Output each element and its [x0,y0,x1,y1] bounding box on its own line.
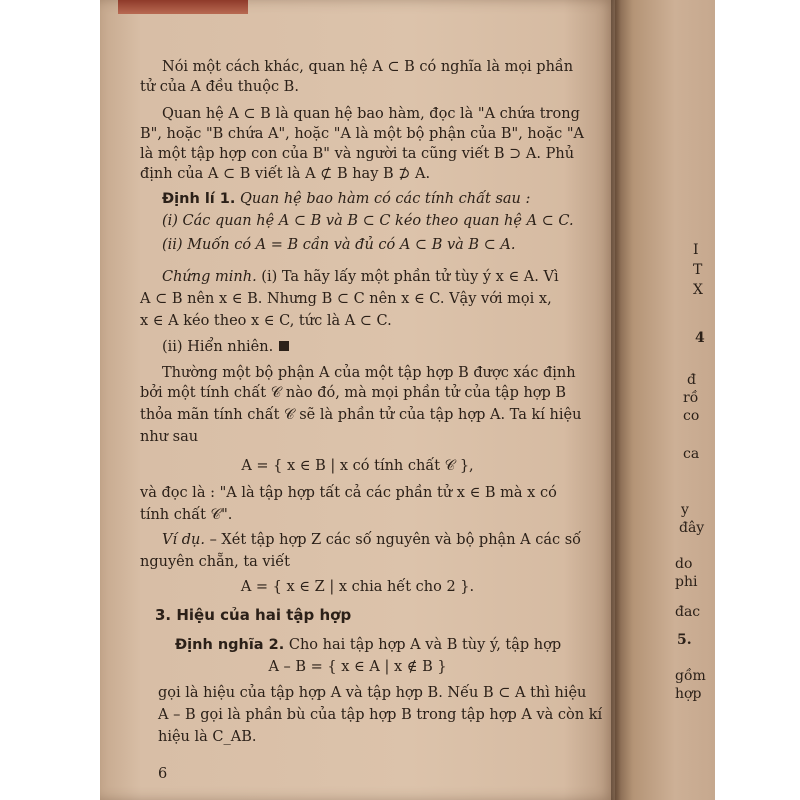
definition-title: Định nghĩa 2. [175,637,285,653]
theorem-title: Định lí 1. [162,191,236,207]
proof-end-text: (ii) Hiển nhiên. [162,339,274,355]
fragment-text: do [675,556,693,572]
definition-line [175,636,561,654]
proof-line [162,268,559,286]
theorem-item: (i) Các quan hệ A ⊂ B và B ⊂ C kéo theo quan hệ A ⊂ C. [162,213,574,229]
theorem-text: Quan hệ bao hàm có các tính chất sau : [240,191,531,207]
book-page-left [100,0,615,800]
text-line: và đọc là : "A là tập hợp tất cả các phần tử x ∈ B mà x có [140,485,557,501]
proof-text: (i) Ta hãy lấy một phần tử tùy ý x ∈ A. Vì [261,269,559,285]
qed-square-icon [279,341,289,351]
fragment-text: rồ [683,390,699,406]
text-line: tính chất 𝒞". [140,507,233,523]
text-line: định của A ⊂ B viết là A ⊄ B hay B ⊅ A. [140,166,431,182]
text-line: là một tập hợp con của B" và người ta cũng viết B ⊃ A. Phủ [140,146,575,162]
text-line: bởi một tính chất 𝒞 nào đó, mà mọi phần tử của tập hợp B [140,385,567,401]
fragment-text: đ [687,372,696,388]
text-line: hiệu là C_AB. [158,729,257,745]
fragment-text: 5. [677,632,692,648]
formula: A = { x ∈ Z | x chia hết cho 2 }. [240,579,475,595]
text-line: A ⊂ B nên x ∈ B. Nhưng B ⊂ C nên x ∈ C. Vậy với mọi x, [140,291,552,307]
fragment-text: hợp [675,686,702,702]
fragment-text: I [693,242,699,258]
fragment-text: đây [679,520,705,536]
theorem-item: (ii) Muốn có A = B cần và đủ có A ⊂ B và B ⊂ A. [162,237,516,253]
text-line: B", hoặc "B chứa A", hoặc "A là một bộ phận của B", hoặc "A [140,126,585,142]
example-label: Ví dụ. [162,532,205,548]
theorem-line [162,190,530,208]
fragment-text: phi [675,574,698,590]
proof-label: Chứng minh. [162,269,257,285]
text-line: Nói một cách khác, quan hệ A ⊂ B có nghĩa là mọi phần [162,59,574,75]
text-line [162,338,289,356]
text-line: tử của A đều thuộc B. [140,79,299,95]
fragment-text: ca [683,446,700,462]
fragment-text: đac [675,604,701,620]
book-page-right [615,0,715,800]
fragment-text: co [683,408,700,424]
fragment-text: X [693,282,703,298]
text-line: Quan hệ A ⊂ B là quan hệ bao hàm, đọc là "A chứa trong [162,106,580,122]
fragment-text: 4 [695,330,705,346]
definition-text: Cho hai tập hợp A và B tùy ý, tập hợp [288,637,562,653]
fragment-text: gồm [675,668,706,684]
example-text: – Xét tập hợp Z các số nguyên và bộ phận A các số [209,532,582,548]
text-line: Thường một bộ phận A của một tập hợp B được xác định [162,365,576,381]
formula: A = { x ∈ B | x có tính chất 𝒞 }, [241,458,474,474]
text-line: nguyên chẵn, ta viết [140,554,290,570]
formula: A – B = { x ∈ A | x ∉ B } [268,659,447,675]
page-top-edge [118,0,248,14]
text-line: x ∈ A kéo theo x ∈ C, tức là A ⊂ C. [140,313,392,329]
example-line [162,531,581,549]
text-line: gọi là hiệu của tập hợp A và tập hợp B. Nếu B ⊂ A thì hiệu [158,685,587,701]
section-heading: 3. Hiệu của hai tập hợp [155,606,352,624]
text-line: thỏa mãn tính chất 𝒞 sẽ là phần tử của tập hợp A. Ta kí hiệu [140,407,582,423]
book-gutter-shadow [611,0,621,800]
text-line: A – B gọi là phần bù của tập hợp B trong tập hợp A và còn kí [158,707,603,723]
text-line: như sau [140,429,199,445]
page-number: 6 [158,766,168,782]
fragment-text: T [693,262,703,278]
fragment-text: y [681,502,689,518]
